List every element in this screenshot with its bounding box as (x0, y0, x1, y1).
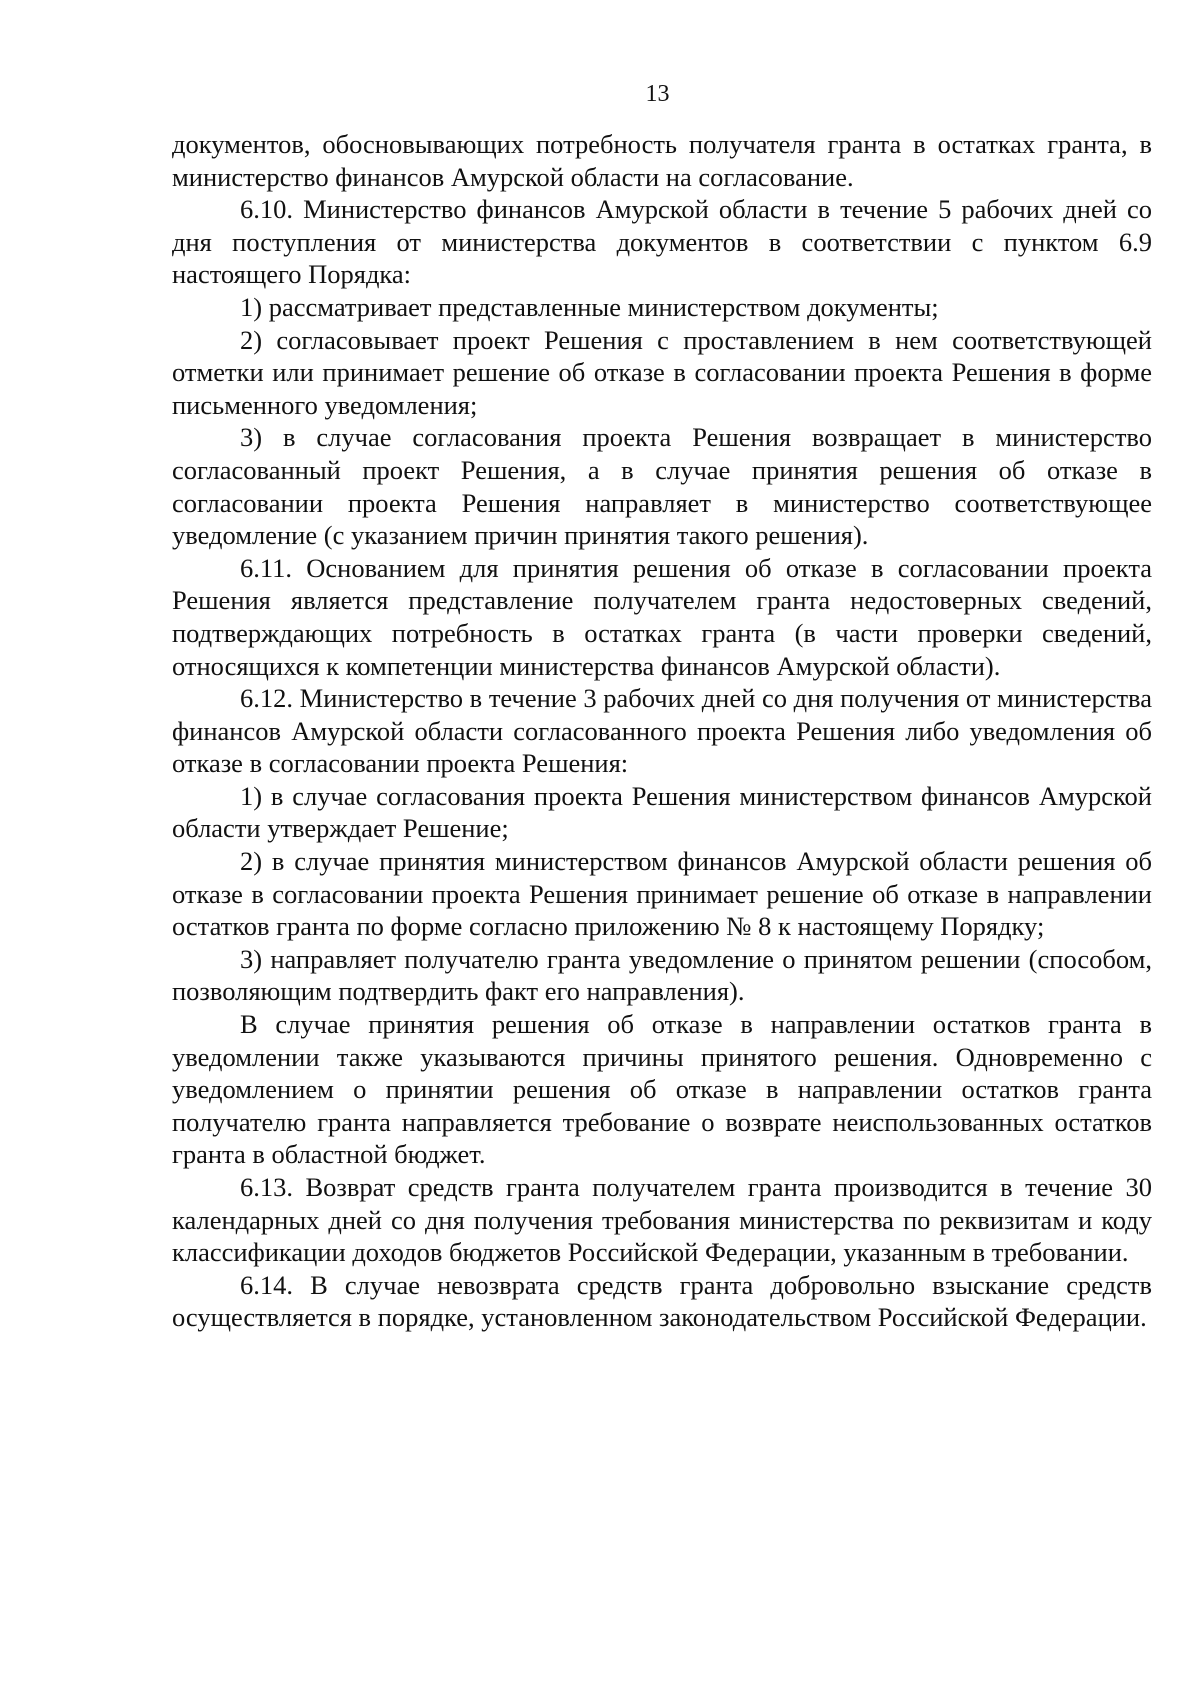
paragraph-6-10-item-3: 3) в случае согласования проекта Решения возвращает в министерство согласованный проект Решения, а в случае принятия решения об отказе в согласовании проекта Решения направляет в министерство соответствующее уведомление (с указанием причин принятия такого решения). (172, 422, 1152, 551)
paragraph-6-12: 6.12. Министерство в течение 3 рабочих дней со дня получения от министерства финансов Амурской области согласованного проекта Решения либо уведомления об отказе в согласовании проекта Решения: (172, 683, 1152, 779)
paragraph-6-10: 6.10. Министерство финансов Амурской области в течение 5 рабочих дней со дня поступления от министерства документов в соответствии с пунктом 6.9 настоящего Порядка: (172, 194, 1152, 290)
paragraph-6-10-item-1: 1) рассматривает представленные министерством документы; (240, 291, 939, 322)
paragraph-6-10-item-2: 2) согласовывает проект Решения с проставлением в нем соответствующей отметки или принимает решение об отказе в согласовании проекта Решения в форме письменного уведомления; (172, 324, 1152, 420)
page-number: 13 (645, 81, 670, 107)
paragraph-6-12-item-2: 2) в случае принятия министерством финансов Амурской области решения об отказе в согласовании проекта Решения принимает решение об отказе в направлении остатков гранта по форме согласно приложению № 8 к настоящему Порядку; (172, 846, 1152, 942)
paragraph-6-12-item-3: 3) направляет получателю гранта уведомление о принятом решении (способом, позволяющим подтвердить факт его направления). (172, 943, 1152, 1007)
paragraph-6-11: 6.11. Основанием для принятия решения об отказе в согласовании проекта Решения является представление получателем гранта недостоверных сведений, подтверждающих потребность в остатках гранта (в части проверки сведений, относящихся к компетенции министерства финансов Амурской области). (172, 552, 1152, 681)
paragraph-6-12-item-1: 1) в случае согласования проекта Решения министерством финансов Амурской области утверждает Решение; (172, 780, 1152, 844)
paragraph-6-13: 6.13. Возврат средств гранта получателем гранта производится в течение 30 календарных дней со дня получения требования министерства по реквизитам и коду классификации доходов бюджетов Российской Федерации, указанным в требовании. (172, 1172, 1152, 1268)
document-body (172, 128, 1152, 1334)
paragraph-6-14: 6.14. В случае невозврата средств гранта добровольно взыскание средств осуществляется в порядке, установленном законодательством Российской Федерации. (172, 1269, 1152, 1333)
paragraph-continuation: документов, обосновывающих потребность получателя гранта в остатках гранта, в министерство финансов Амурской области на согласование. (172, 129, 1152, 192)
paragraph-refusal-notice: В случае принятия решения об отказе в направлении остатков гранта в уведомлении также указываются причины принятого решения. Одновременно с уведомлением о принятии решения об отказе в направлении остатков гранта получателю гранта направляется требование о возврате неиспользованных остатков гранта в областной бюджет. (172, 1009, 1152, 1170)
